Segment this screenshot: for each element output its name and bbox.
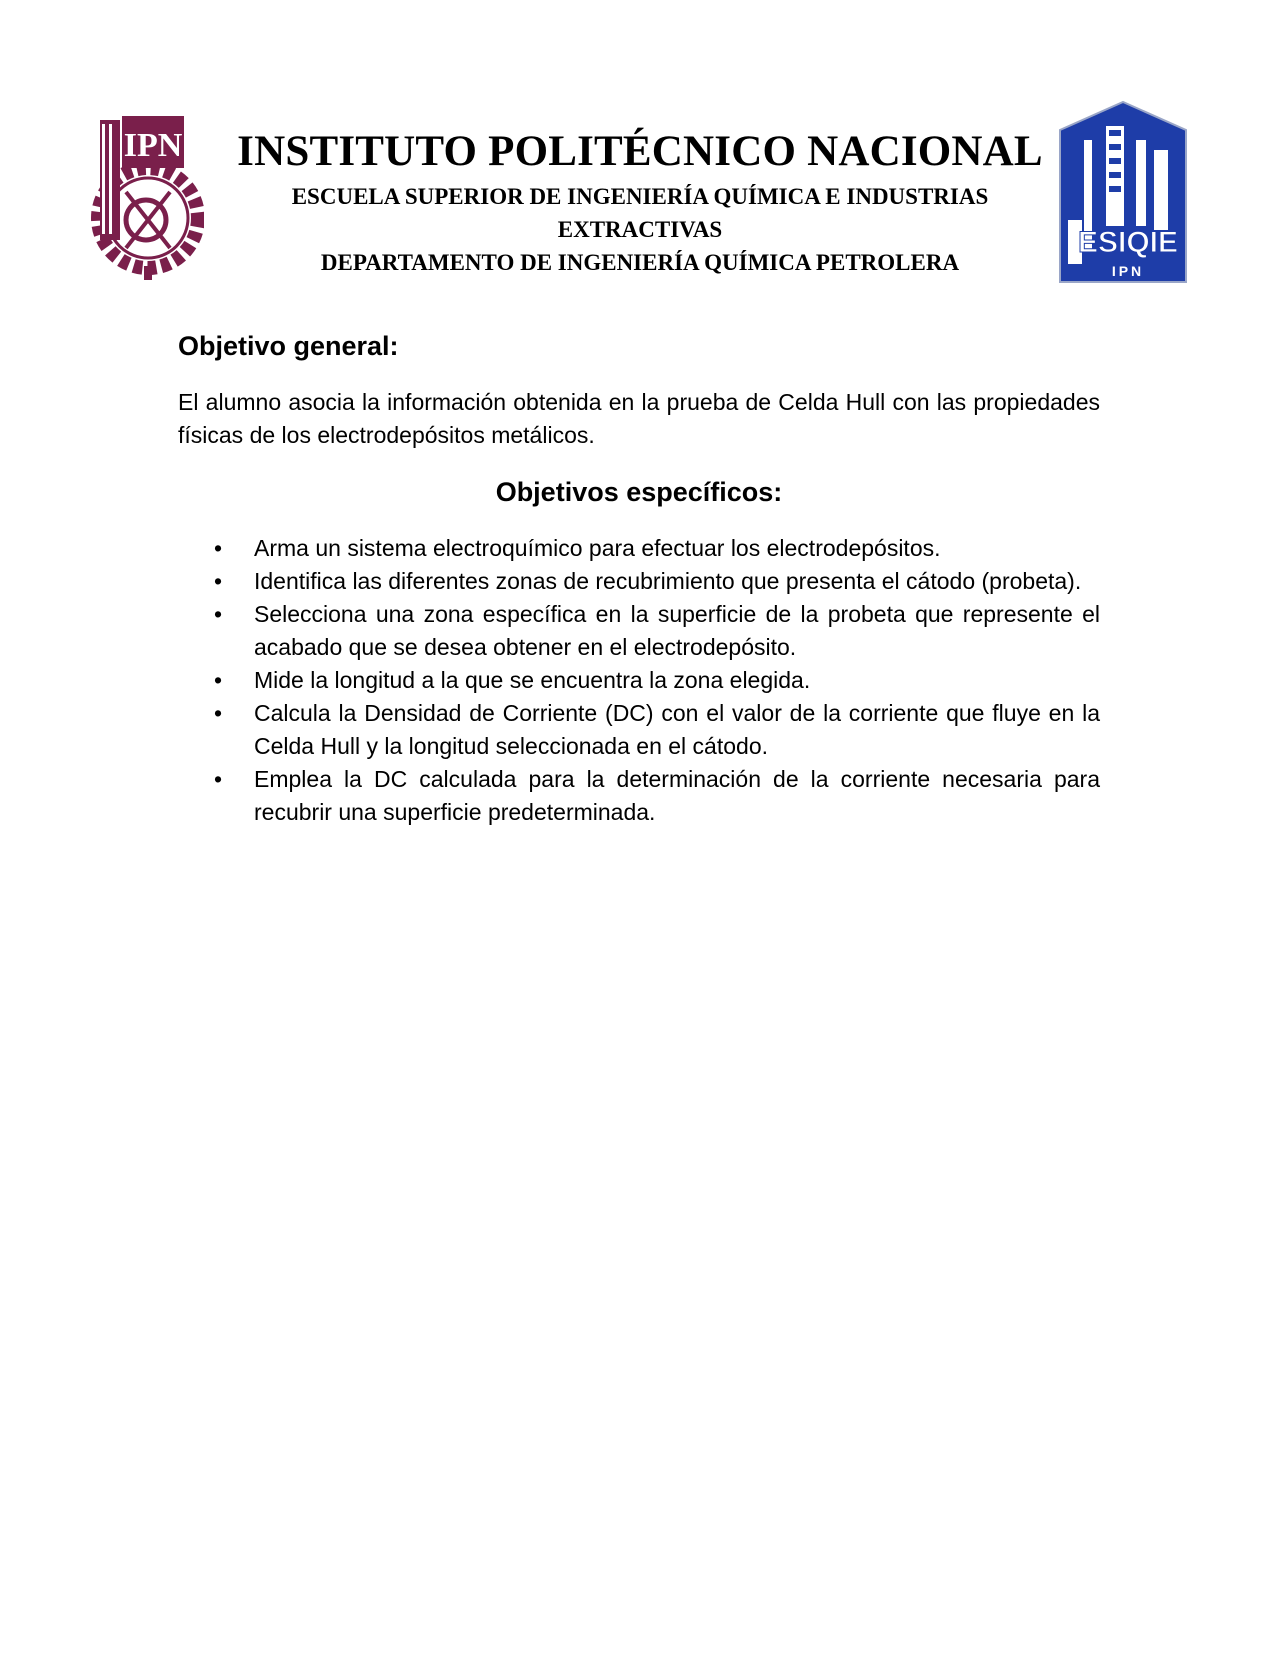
list-item (178, 532, 1100, 565)
ipn-logo (86, 112, 204, 284)
list-item (178, 598, 1100, 664)
esiqie-logo (1058, 100, 1188, 284)
list-item (178, 664, 1100, 697)
list-item-text: Selecciona una zona específica en la superficie de la probeta que represente el acabado que se desea obtener en el electrodepósito. (254, 601, 1100, 660)
bullet-icon: • (214, 667, 223, 693)
school-name: ESCUELA SUPERIOR DE INGENIERÍA QUÍMICA E INDUSTRIAS EXTRACTIVAS (291, 184, 989, 242)
list-item-text: Calcula la Densidad de Corriente (DC) con el valor de la corriente que fluye en la Celda Hull y la longitud seleccionada en el cátodo. (254, 700, 1100, 759)
general-objective-heading: Objetivo general: (178, 331, 399, 361)
list-item-text: Arma un sistema electroquímico para efectuar los electrodepósitos. (254, 535, 941, 561)
list-item-text: Identifica las diferentes zonas de recubrimiento que presenta el cátodo (probeta). (254, 568, 1082, 594)
document-header (0, 0, 1280, 300)
esiqie-logo-text: ESIQIE (1077, 226, 1179, 259)
esiqie-logo-subtext: IPN (1111, 263, 1145, 279)
bullet-icon: • (214, 601, 223, 627)
institution-title: INSTITUTO POLITÉCNICO NACIONAL (237, 128, 1043, 175)
specific-objectives-heading: Objetivos específicos: (495, 477, 783, 507)
list-item (178, 565, 1100, 598)
bullet-icon: • (214, 568, 223, 594)
bullet-icon: • (214, 700, 223, 726)
department-name: DEPARTAMENTO DE INGENIERÍA QUÍMICA PETROLERA (320, 250, 960, 275)
specific-objectives-list (178, 532, 1100, 829)
document-body (178, 326, 1100, 829)
ipn-logo-text: IPN (123, 127, 183, 164)
list-item-text: Emplea la DC calculada para la determinación de la corriente necesaria para recubrir una superficie predeterminada. (254, 766, 1100, 825)
bullet-icon: • (214, 766, 223, 792)
list-item-text: Mide la longitud a la que se encuentra la zona elegida. (254, 667, 811, 693)
header-titles (222, 126, 1058, 279)
general-objective-text: El alumno asocia la información obtenida en la prueba de Celda Hull con las propiedades físicas de los electrodepósitos metálicos. (178, 389, 1100, 448)
list-item (178, 763, 1100, 829)
list-item (178, 697, 1100, 763)
bullet-icon: • (214, 535, 223, 561)
